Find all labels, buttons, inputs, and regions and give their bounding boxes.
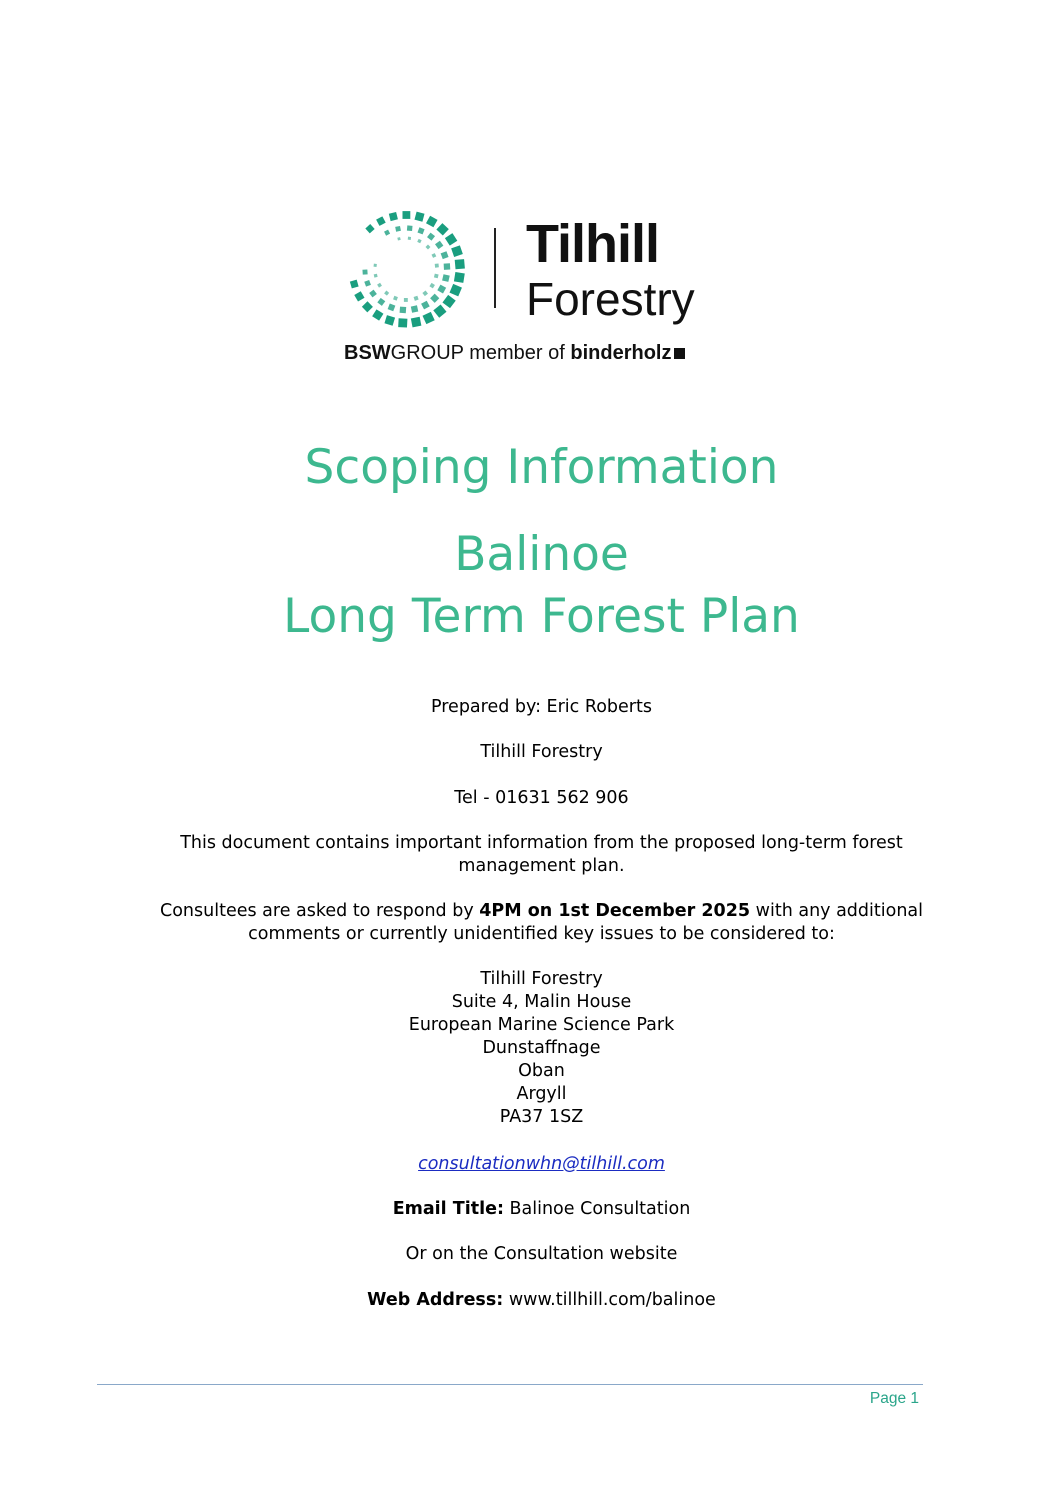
plan-title: Long Term Forest Plan [283,589,800,644]
logo-mosaic-square [393,296,398,301]
logo-mosaic-square [376,216,386,226]
consult-line-1 [0,900,1059,923]
swirl-square-mosaic-icon [344,204,474,334]
document-title: Scoping Information [304,440,779,495]
logo-mosaic-square [369,290,377,298]
logo-divider [494,228,496,308]
logo-mosaic-square [421,301,430,310]
tagline-binderholz: binderholz [570,342,672,364]
footer-rule [97,1384,923,1385]
logo-wordmark-tilhill: Tilhill [526,214,660,274]
logo-mosaic-square [427,233,435,241]
intro-line-2: management plan. [458,856,625,876]
logo-mosaic-square [425,245,430,250]
logo-mosaic-square [384,291,389,296]
logo-mosaic-square [403,211,411,219]
logo-mosaic-square [442,274,450,282]
logo-mosaic-square [400,307,407,314]
logo-mosaic-square [374,274,378,278]
tilhill-logo [340,200,740,380]
address-line: Argyll [516,1084,567,1104]
logo-mosaic-square [417,239,421,243]
email-row [0,1153,1059,1176]
logo-mosaic-square [362,269,367,274]
logo-mosaic-square [384,315,395,326]
logo-mosaic-square [384,230,390,236]
logo-mosaic-square [435,264,439,268]
web-address-row [0,1289,1059,1312]
consult-prefix: Consultees are asked to respond by [160,901,480,921]
logo-mosaic-square [429,283,435,289]
logo-mosaic-square [433,304,446,317]
web-address-value: www.tillhill.com/balinoe [503,1290,716,1310]
logo-mosaic-square [451,245,463,257]
consult-paragraph [0,900,1059,946]
tagline-bsw: BSW [344,342,391,364]
postal-address [0,968,1059,1129]
logo-mosaic-square [434,274,439,279]
logo-tagline [344,342,685,365]
logo-mosaic-square [445,233,457,245]
logo-mosaic-square [354,291,364,301]
logo-mosaic-square [422,290,428,296]
telephone: Tel - 01631 562 906 [454,788,629,808]
page-number: Page 1 [869,1390,919,1407]
logo-mosaic-square [431,253,436,258]
logo-mosaic-square [389,212,398,221]
logo-mosaic-square [441,251,449,259]
logo-mosaic-square [442,295,455,308]
address-line: PA37 1SZ [499,1107,584,1127]
logo-mosaic-square [374,264,377,267]
logo-mosaic-square [408,237,411,240]
logo-mosaic-square [364,280,371,287]
address-line: Oban [518,1061,565,1081]
consult-deadline: 4PM on 1st December 2025 [479,901,751,921]
address-line: Dunstaffnage [482,1038,601,1058]
intro-line-1: This document contains important information from the proposed long-term forest [180,833,903,853]
logo-mosaic-square [388,304,396,312]
logo-mosaic-square [455,259,465,269]
email-title-value: Balinoe Consultation [503,1199,691,1219]
logo-mosaic-square [411,305,418,312]
prepared-by: Prepared by: Eric Roberts [431,697,652,717]
logo-mosaic-square [436,223,448,235]
logo-mosaic-square [426,216,438,228]
logo-mosaic-square [377,283,382,288]
tagline-square-icon [674,348,685,359]
email-title-label: Email Title: [392,1199,504,1219]
email-link[interactable]: consultationwhn@tilhill.com [418,1154,665,1174]
logo-mosaic-square [414,212,424,222]
logo-mosaic-square [435,241,443,249]
logo-mosaic-square [365,224,374,233]
consult-line-2: comments or currently unidentified key issues to be considered to: [248,924,835,944]
intro-paragraph [0,832,1059,878]
logo-mosaic-square [437,285,446,294]
address-line: European Marine Science Park [408,1015,675,1035]
logo-mosaic-square [350,280,359,289]
logo-mosaic-square [454,272,465,283]
logo-mosaic-square [362,301,373,312]
website-note: Or on the Consultation website [405,1244,678,1264]
logo-mosaic-square [398,318,407,327]
logo-mosaic-square [411,317,422,328]
logo-mosaic-square [377,298,385,306]
address-line: Tilhill Forestry [480,969,603,989]
web-address-label: Web Address: [367,1290,504,1310]
consult-suffix: with any additional [750,901,923,921]
logo-mosaic-square [404,298,408,302]
logo-mosaic-square [397,237,400,240]
logo-mosaic-square [417,227,424,234]
email-title-row [0,1198,1059,1221]
logo-wordmark-forestry: Forestry [526,273,695,325]
logo-mosaic-square [407,225,413,231]
logo-mosaic-square [449,284,461,296]
address-line: Suite 4, Malin House [451,992,632,1012]
logo-mosaic-square [422,312,434,324]
logo-mosaic-square [444,263,451,270]
logo-mosaic-square [414,296,419,301]
logo-mosaic-square [395,226,401,232]
forest-name: Balinoe [454,527,629,582]
logo-mosaic-square [372,309,383,320]
company-name: Tilhill Forestry [480,742,603,762]
tagline-group: GROUP member of [390,342,571,364]
logo-mosaic-square [430,294,439,303]
